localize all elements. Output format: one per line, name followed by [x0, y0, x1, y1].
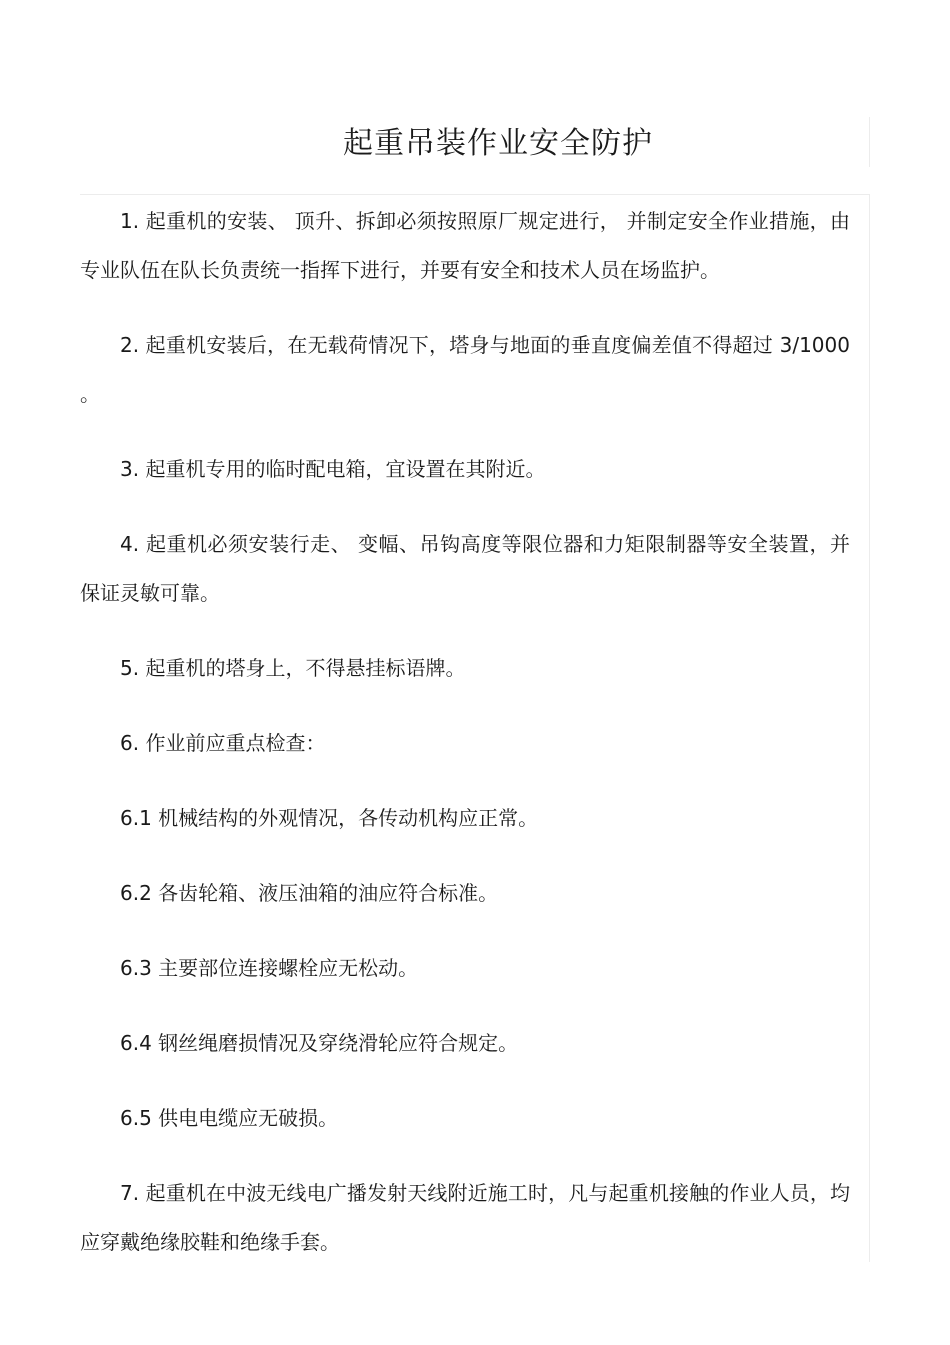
paragraph-6: 6. 作业前应重点检查：	[120, 731, 326, 755]
paragraph-6-1: 6.1 机械结构的外观情况，各传动机构应正常。	[120, 806, 539, 830]
document-title: 起重吊装作业安全防护	[343, 126, 653, 161]
paragraph-6-3: 6.3 主要部位连接螺栓应无松动。	[120, 956, 419, 980]
paragraph-3: 3. 起重机专用的临时配电箱，宜设置在其附近。	[120, 457, 546, 481]
paragraph-6-2: 6.2 各齿轮箱、液压油箱的油应符合标准。	[120, 881, 499, 905]
paragraph-6-5: 6.5 供电电缆应无破损。	[120, 1106, 339, 1130]
paragraph-4: 4. 起重机必须安装行走、 变幅、吊钩高度等限位器和力矩限制器等安全装置，并保证灵敏可靠。	[80, 532, 850, 605]
paragraph-7: 7. 起重机在中波无线电广播发射天线附近施工时，凡与起重机接触的作业人员，均应穿戴绝缘胶鞋和绝缘手套。	[80, 1181, 850, 1254]
paragraph-5: 5. 起重机的塔身上，不得悬挂标语牌。	[120, 656, 466, 680]
page-border-vertical-top	[869, 117, 870, 167]
document-body	[80, 197, 850, 1293]
paragraph-6-4: 6.4 钢丝绳磨损情况及穿绕滑轮应符合规定。	[120, 1031, 519, 1055]
page-border-horizontal	[80, 194, 870, 195]
paragraph-2: 2. 起重机安装后，在无载荷情况下，塔身与地面的垂直度偏差值不得超过 3/1000 。	[80, 333, 850, 406]
paragraph-1: 1. 起重机的安装、 顶升、拆卸必须按照原厂规定进行， 并制定安全作业措施，由专业队伍在队长负责统一指挥下进行，并要有安全和技术人员在场监护。	[80, 209, 850, 282]
page-border-vertical	[869, 194, 870, 1262]
